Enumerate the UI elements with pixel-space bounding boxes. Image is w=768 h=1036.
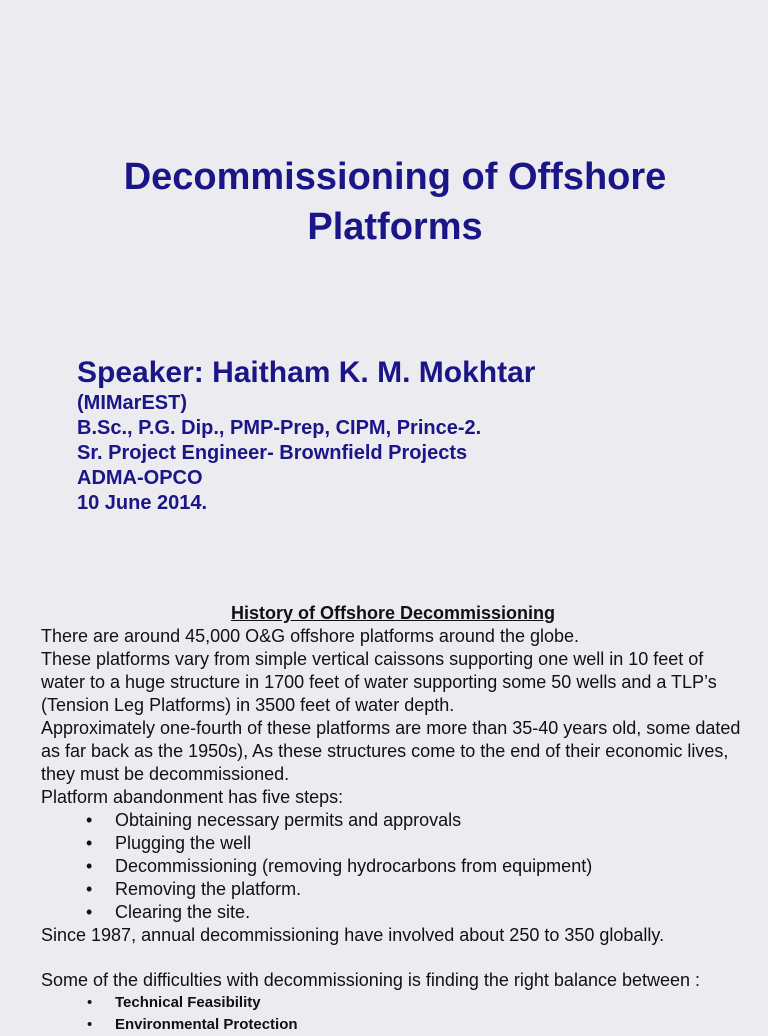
balance-items-list — [41, 992, 751, 1036]
speaker-credentials — [77, 391, 481, 516]
list-item: • Technical Feasibility — [41, 992, 751, 1014]
bullet-icon: • — [86, 902, 93, 922]
credential-date: 10 June 2014. — [77, 492, 208, 514]
list-item: • Plugging the well — [86, 833, 252, 853]
history-heading: History of Offshore Decommissioning — [230, 603, 556, 623]
bullet-icon: • — [87, 994, 93, 1011]
history-body — [41, 625, 751, 1036]
list-item: • Obtaining necessary permits and approvals — [86, 810, 462, 830]
list-item: • Environmental Protection — [41, 1014, 751, 1036]
paragraph-spacer — [41, 947, 751, 969]
bullet-icon: • — [86, 833, 93, 853]
credential-membership: (MIMarEST) — [77, 392, 187, 414]
credential-degrees: B.Sc., P.G. Dip., PMP-Prep, CIPM, Prince-2. — [77, 417, 482, 439]
abandonment-steps-list — [41, 809, 751, 924]
list-item: • Decommissioning (removing hydrocarbons from equipment) — [86, 856, 593, 876]
speaker-name: Speaker: Haitham K. M. Mokhtar — [77, 356, 536, 389]
bullet-icon: • — [86, 879, 93, 899]
slide-title-line-2: Platforms — [307, 206, 483, 248]
list-item: • Removing the platform. — [86, 879, 302, 899]
history-paragraph-abandonment-intro: Platform abandonment has five steps: — [41, 787, 344, 807]
credential-company: ADMA-OPCO — [77, 467, 203, 489]
history-paragraph-annual-count: Since 1987, annual decommissioning have involved about 250 to 350 globally. — [41, 925, 665, 945]
bullet-icon: • — [86, 856, 93, 876]
slide-title — [0, 152, 768, 252]
bullet-icon: • — [87, 1016, 93, 1033]
slide-title-line-1: Decommissioning of Offshore — [123, 156, 667, 198]
history-paragraph-platform-count: There are around 45,000 O&G offshore platforms around the globe. — [41, 626, 580, 646]
history-paragraph-platform-variety: These platforms vary from simple vertical caissons supporting one well in 10 feet of water to a huge structure in 1700 feet of water supporting some 50 wells and a TLP’s (Tension Leg Platforms) in 3500 feet of water depth. — [41, 649, 717, 715]
history-paragraph-difficulties: Some of the difficulties with decommissioning is finding the right balance between : — [41, 970, 701, 990]
bullet-icon: • — [86, 810, 93, 830]
history-paragraph-platform-age: Approximately one-fourth of these platforms are more than 35-40 years old, some dated as far back as the 1950s), As these structures come to the end of their economic lives, they must be decommissioned. — [41, 718, 741, 784]
credential-position: Sr. Project Engineer- Brownfield Projects — [77, 442, 468, 464]
list-item: • Clearing the site. — [86, 902, 251, 922]
